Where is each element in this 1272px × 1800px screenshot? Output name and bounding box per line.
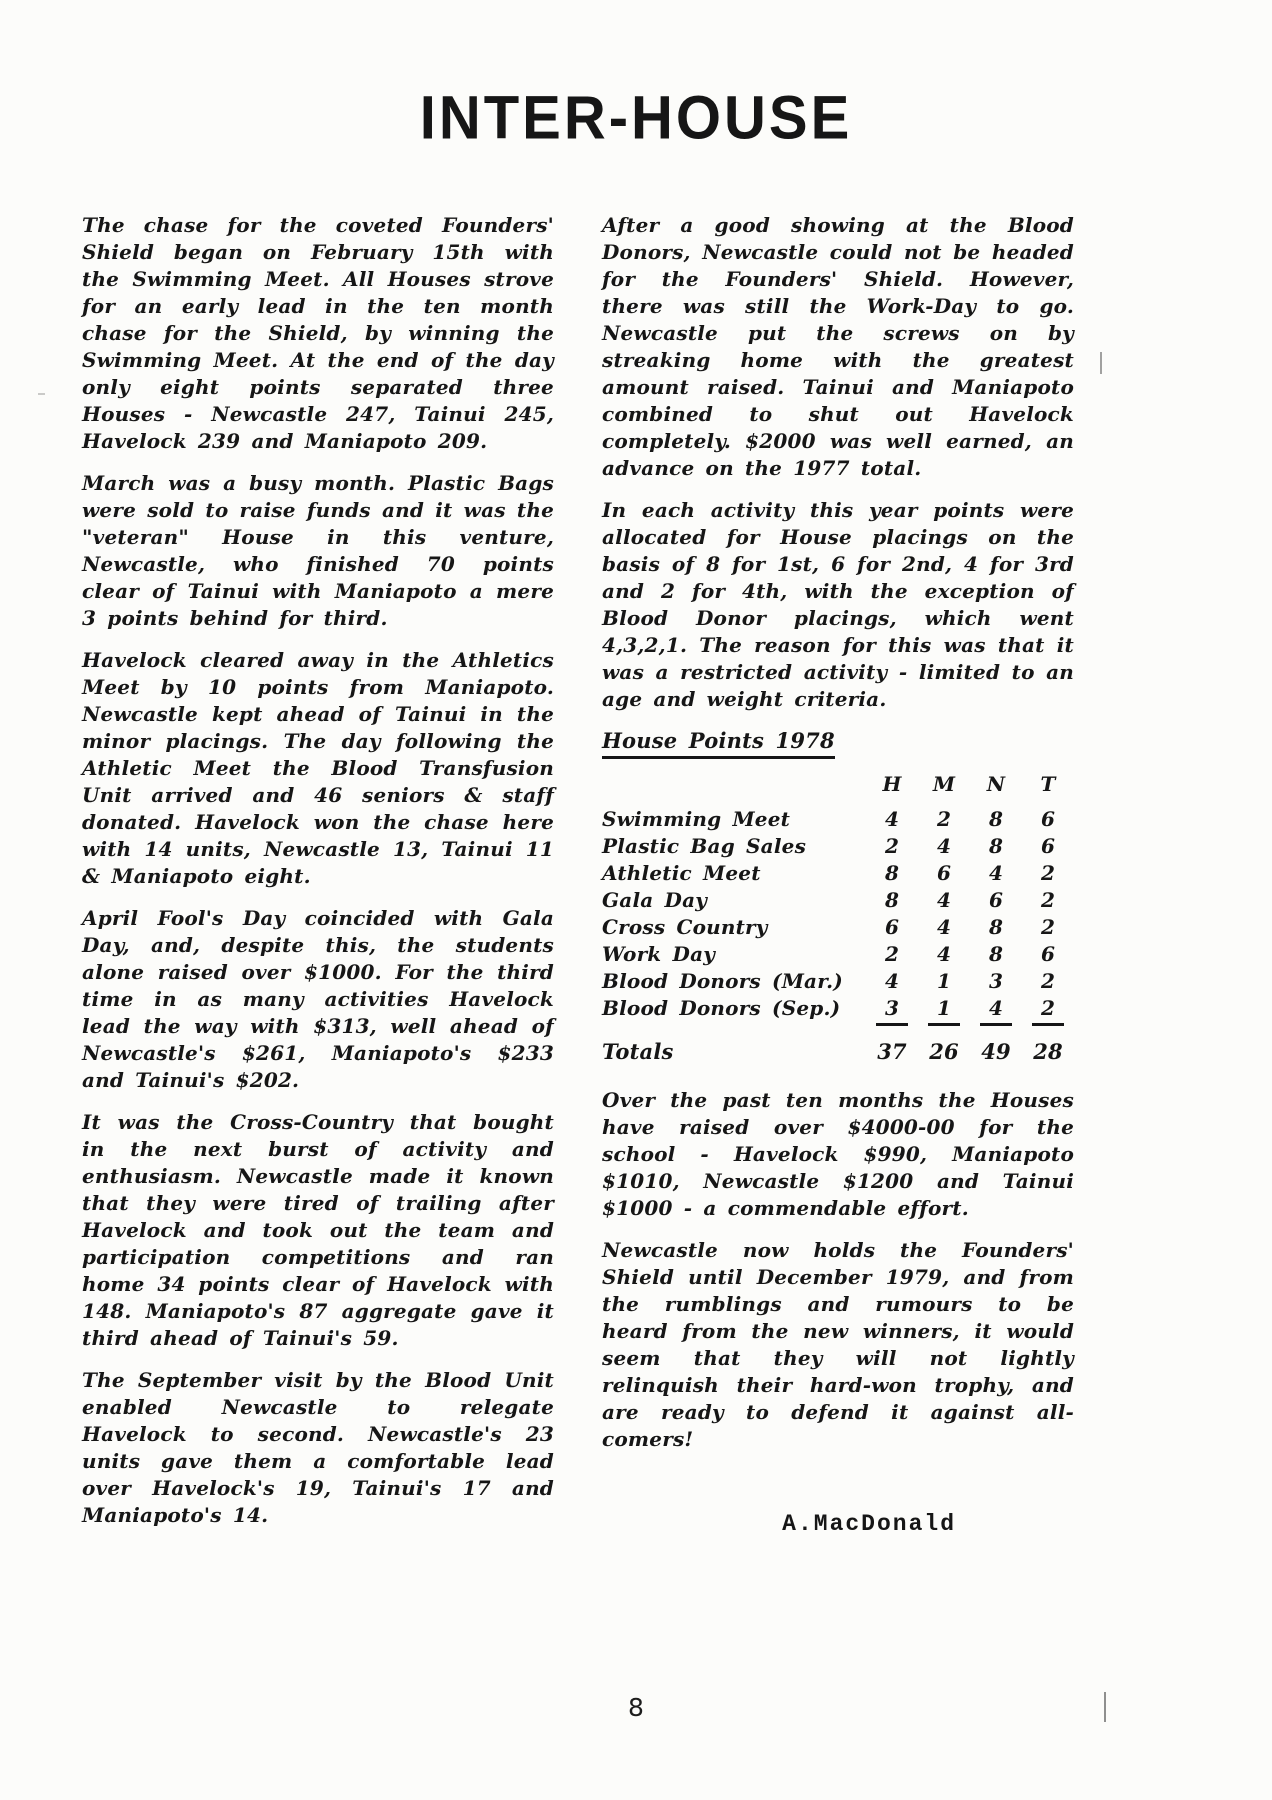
- cell-value: 4: [936, 942, 952, 966]
- paragraph-blood-donors-workday: After a good showing at the Blood Donors, Newcastle could not be headed for the Founders' Shield. However, there was still the Work-Day to go. Newcastle put the screws on by streaking home with the greatest amount raised. Tainui and Maniapoto combined to shut out Havelock completely. $2000 was well earned, an advance on the 1977 total.: [602, 213, 1074, 480]
- row-label: Plastic Bag Sales: [602, 834, 807, 858]
- paragraph-shield-holder: Newcastle now holds the Founders' Shield until December 1979, and from the rumblings and rumours to be heard from the new winners, it would seem that they will not lightly relinquish their hard-won trophy, and are ready to defend it against all-comers!: [602, 1238, 1074, 1451]
- paragraph-march-plastic-bags: March was a busy month. Plastic Bags were sold to raise funds and it was the "veteran" House in this venture, Newcastle, who finished 70 points clear of Tainui with Maniapoto a mere 3 points behind for third.: [82, 471, 554, 630]
- cell-value: 4: [936, 915, 952, 939]
- table-row: [602, 833, 1074, 860]
- cell-value: 4: [884, 807, 900, 831]
- cell-value: 6: [988, 888, 1004, 912]
- cell-value: 6: [936, 861, 952, 885]
- cell-value: 2: [1040, 888, 1056, 912]
- table-row: [602, 806, 1074, 833]
- author-signature: A.MacDonald: [782, 1511, 956, 1537]
- cell-value: 6: [1040, 807, 1056, 831]
- paragraph-september-blood-visit: The September visit by the Blood Unit enabled Newcastle to relegate Havelock to second. Newcastle's 23 units gave them a comfortable lead over Havelock's 19, Tainui's 17 and Maniapoto's 14.: [82, 1368, 554, 1527]
- table-header-spacer: [602, 771, 866, 798]
- left-column: [82, 212, 554, 1544]
- house-points-table: [602, 771, 1074, 1065]
- cell-value: 2: [884, 834, 900, 858]
- table-heading: [602, 728, 1074, 759]
- two-column-layout: [0, 212, 1272, 1544]
- column-header-newcastle: N: [986, 772, 1006, 796]
- table-row: [602, 968, 1074, 995]
- row-label: Swimming Meet: [602, 807, 791, 831]
- underlined-value: 1: [928, 995, 960, 1026]
- cell-value: [866, 995, 918, 1026]
- cell-value: 2: [1040, 915, 1056, 939]
- paragraph-founders-shield-chase: The chase for the coveted Founders' Shield began on February 15th with the Swimming Meet. All Houses strove for an early lead in the ten month chase for the Shield, by winning the Swimming Meet. At the end of the day only eight points separated three Houses - Newcastle 247, Tainui 245, Havelock 239 and Maniapoto 209.: [82, 213, 554, 453]
- cell-value: 4: [988, 861, 1004, 885]
- cell-value: [970, 995, 1022, 1026]
- underlined-value: 3: [876, 995, 908, 1026]
- row-label: Gala Day: [602, 888, 708, 912]
- cell-value: 2: [936, 807, 952, 831]
- cell-value: [1022, 995, 1074, 1026]
- cell-value: 3: [988, 969, 1004, 993]
- cell-value: 4: [936, 888, 952, 912]
- row-label: Work Day: [602, 942, 716, 966]
- totals-label: Totals: [602, 1039, 674, 1064]
- table-row: [602, 995, 1074, 1026]
- column-header-tainui: T: [1040, 772, 1056, 796]
- total-value: 28: [1033, 1039, 1063, 1064]
- cell-value: 2: [884, 942, 900, 966]
- paragraph-gala-day: April Fool's Day coincided with Gala Day, and, despite this, the students alone raised over $1000. For the third time in as many activities Havelock lead the way with $313, well ahead of Newcastle's $261, Maniapoto's $233 and Tainui's $202.: [82, 906, 554, 1092]
- total-value: 26: [929, 1039, 959, 1064]
- cell-value: 8: [988, 834, 1004, 858]
- row-label: Blood Donors (Sep.): [602, 996, 841, 1020]
- row-label: Athletic Meet: [602, 861, 761, 885]
- cell-value: 2: [1040, 861, 1056, 885]
- cell-value: 8: [988, 807, 1004, 831]
- table-heading-text: House Points 1978: [602, 728, 835, 759]
- scan-artifact: [1104, 1692, 1106, 1722]
- cell-value: 6: [1040, 834, 1056, 858]
- table-row: [602, 860, 1074, 887]
- cell-value: 8: [988, 942, 1004, 966]
- cell-value: 4: [936, 834, 952, 858]
- underlined-value: 4: [980, 995, 1012, 1026]
- table-row: [602, 914, 1074, 941]
- paragraph-cross-country: It was the Cross-Country that bought in the next burst of activity and enthusiasm. Newcastle made it known that they were tired of trailing after Havelock and took out the team and participation competitions and ran home 34 points clear of Havelock with 148. Maniapoto's 87 aggregate gave it third ahead of Tainui's 59.: [82, 1110, 554, 1350]
- paragraph-funds-raised-summary: Over the past ten months the Houses have raised over $4000-00 for the school - Havelock $990, Maniapoto $1010, Newcastle $1200 and Tainui $1000 - a commendable effort.: [602, 1088, 1074, 1220]
- column-header-maniapoto: M: [932, 772, 956, 796]
- cell-value: 2: [1040, 969, 1056, 993]
- row-label: Blood Donors (Mar.): [602, 969, 843, 993]
- cell-value: 1: [936, 969, 952, 993]
- table-row: [602, 941, 1074, 968]
- total-value: 49: [981, 1039, 1011, 1064]
- cell-value: [918, 995, 970, 1026]
- cell-value: 6: [884, 915, 900, 939]
- right-column: [602, 212, 1074, 1544]
- paragraph-points-allocation: In each activity this year points were allocated for House placings on the basis of 8 for 1st, 6 for 2nd, 4 for 3rd and 2 for 4th, with the exception of Blood Donor placings, which went 4,3,2,1. The reason for this was that it was a restricted activity - limited to an age and weight criteria.: [602, 498, 1074, 711]
- total-value: 37: [877, 1039, 907, 1064]
- page-number: 8: [628, 1693, 644, 1722]
- column-header-havelock: H: [882, 772, 902, 796]
- table-row: [602, 887, 1074, 914]
- scan-artifact: [1100, 352, 1102, 374]
- cell-value: 8: [884, 888, 900, 912]
- cell-value: 8: [884, 861, 900, 885]
- table-header-row: [602, 771, 1074, 798]
- paragraph-athletics-blood-unit: Havelock cleared away in the Athletics Meet by 10 points from Maniapoto. Newcastle kept ahead of Tainui in the minor placings. The day following the Athletic Meet the Blood Transfusion Unit arrived and 46 seniors & staff donated. Havelock won the chase here with 14 units, Newcastle 13, Tainui 11 & Maniapoto eight.: [82, 648, 554, 888]
- page-title: INTER-HOUSE: [419, 84, 853, 153]
- cell-value: 6: [1040, 942, 1056, 966]
- cell-value: 4: [884, 969, 900, 993]
- cell-value: 8: [988, 915, 1004, 939]
- row-label: Cross Country: [602, 915, 768, 939]
- scan-artifact: [38, 393, 45, 395]
- underlined-value: 2: [1032, 995, 1064, 1026]
- table-totals-row: [602, 1038, 1074, 1065]
